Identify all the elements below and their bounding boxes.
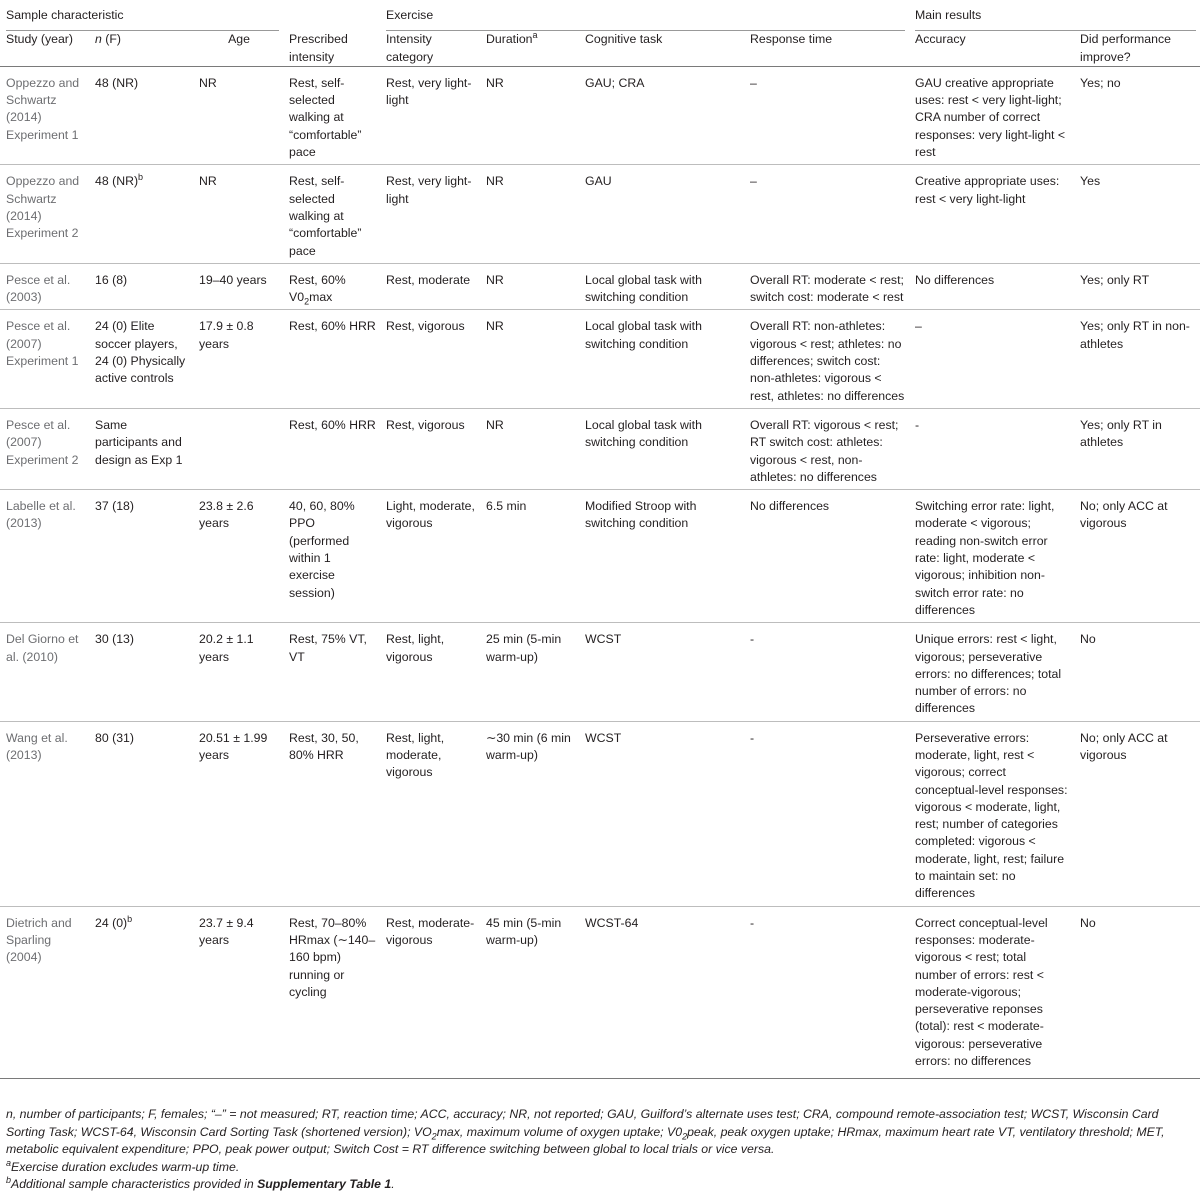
cell-improve: Yes; only RT in athletes: [1074, 408, 1200, 489]
cell-rt: No differences: [744, 490, 909, 623]
cell-acc: GAU creative appropriate uses: rest < very light-light; CRA number of correct responses: very light-light < rest: [915, 75, 1066, 160]
cell-task: Local global task with switching condition: [579, 310, 744, 408]
cell-age: 20.51 ± 1.99 years: [193, 721, 283, 906]
cell-category: Rest, very light-light: [380, 165, 480, 263]
cell-acc: Unique errors: rest < light, vigorous; perseverative errors: no differences; total number of errors: no differences: [909, 623, 1074, 721]
group-header-results: Main results: [909, 7, 1200, 31]
col-header-rt: Response time: [744, 31, 909, 66]
cell-task: GAU: [579, 165, 744, 263]
cell-intensity: Rest, 70–80% HRmax (∼140–160 bpm) running or cycling: [283, 906, 380, 1079]
cell-n: 48 (NR): [95, 75, 139, 90]
table-row: [0, 721, 1200, 906]
cell-improve: Yes: [1074, 165, 1200, 263]
col-header-acc: Accuracy: [909, 31, 1074, 66]
group-header-row: [0, 7, 1200, 31]
cell-duration: 45 min (5-min warm-up): [480, 906, 579, 1079]
supplementary-table-link[interactable]: Supplementary Table 1: [257, 1177, 392, 1192]
col-header-study: Study (year): [0, 31, 89, 66]
cell-rt: -: [744, 623, 909, 721]
table-row: [0, 263, 1200, 310]
cell-age: 20.2 ± 1.1 years: [193, 623, 283, 721]
cell-study: Del Giorno et al. (2010): [0, 623, 89, 721]
cell-study: Labelle et al. (2013): [0, 490, 89, 623]
col-header-age: Age: [193, 31, 283, 66]
cell-age: [193, 408, 283, 489]
cell-category: Rest, vigorous: [380, 408, 480, 489]
cell-age: 23.8 ± 2.6 years: [193, 490, 283, 623]
cell-acc: Creative appropriate uses: rest < very light-light: [909, 165, 1074, 263]
cell-category: Rest, very light-light: [386, 75, 472, 108]
cell-rt: Overall RT: vigorous < rest; RT switch cost: athletes: vigorous < rest, non-athletes: no differences: [744, 408, 909, 489]
cell-category: Rest, light, vigorous: [380, 623, 480, 721]
cell-duration: 6.5 min: [480, 490, 579, 623]
cell-rt: Overall RT: non-athletes: vigorous < rest; athletes: no differences; switch cost: non-athletes: vigorous < rest, athletes: no differences: [744, 310, 909, 408]
cell-n: 48 (NR)$^b$: [89, 165, 193, 263]
cell-n: 30 (13): [89, 623, 193, 721]
table-row: [0, 408, 1200, 489]
cell-duration: NR: [480, 408, 579, 489]
cell-duration: ∼30 min (6 min warm-up): [480, 721, 579, 906]
cell-age: NR: [199, 75, 217, 90]
cell-category: Rest, vigorous: [380, 310, 480, 408]
col-header-category: Intensity category: [380, 31, 480, 66]
cell-task: WCST: [579, 721, 744, 906]
col-header-improve: Did performance improve?: [1074, 31, 1200, 66]
cell-category: Rest, light, moderate, vigorous: [380, 721, 480, 906]
cell-duration: NR: [480, 263, 579, 310]
col-header-task: Cognitive task: [579, 31, 744, 66]
results-table: [0, 7, 1200, 1079]
cell-improve: No; only ACC at vigorous: [1074, 721, 1200, 906]
table-row: [0, 623, 1200, 721]
cell-study: Wang et al. (2013): [0, 721, 89, 906]
cell-study: Pesce et al. (2003): [0, 263, 89, 310]
cell-task: WCST: [579, 623, 744, 721]
cell-study: Oppezzo and Schwartz (2014) Experiment 2: [0, 165, 89, 263]
cell-rt: -: [744, 721, 909, 906]
group-header-sample: Sample characteristic: [0, 7, 283, 31]
cell-n: Same participants and design as Exp 1: [89, 408, 193, 489]
group-header-exercise: Exercise: [380, 7, 909, 31]
cell-acc: -: [909, 408, 1074, 489]
cell-age: 19–40 years: [193, 263, 283, 310]
cell-task: Modified Stroop with switching condition: [579, 490, 744, 623]
cell-age: 23.7 ± 9.4 years: [193, 906, 283, 1079]
col-header-n: n (F): [89, 31, 193, 66]
cell-task: WCST-64: [579, 906, 744, 1079]
cell-intensity: Rest, 60% $V0_2\max$: [283, 263, 380, 310]
cell-study: Dietrich and Sparling (2004): [0, 906, 89, 1079]
cell-improve: Yes; only RT: [1074, 263, 1200, 310]
table-row: [0, 66, 1200, 164]
col-header-intensity: Prescribed intensity: [283, 31, 380, 66]
cell-duration: NR: [486, 75, 504, 90]
cell-acc: –: [909, 310, 1074, 408]
cell-intensity: Rest, 30, 50, 80% HRR: [283, 721, 380, 906]
table-row: [0, 490, 1200, 623]
cell-n: 24 (0) Elite soccer players, 24 (0) Physically active controls: [89, 310, 193, 408]
cell-intensity: Rest, self-selected walking at “comfortable” pace: [283, 165, 380, 263]
cell-acc: Perseverative errors: moderate, light, rest < vigorous; correct conceptual-level responses: vigorous < moderate, light, rest; number of categories completed: vigorous < moderate, light, rest; failure to maintain set: no differences: [909, 721, 1074, 906]
cell-acc: Correct conceptual-level responses: moderate-vigorous < rest; total number of errors: rest < moderate-vigorous; perseverative reponses (total): rest < moderate-vigorous: perseverative errors: no differences: [909, 906, 1074, 1079]
cell-rt: –: [750, 75, 757, 90]
cell-n: 80 (31): [89, 721, 193, 906]
table-row: [0, 906, 1200, 1079]
cell-task: GAU; CRA: [585, 75, 645, 90]
cell-study: Pesce et al. (2007) Experiment 1: [0, 310, 89, 408]
cell-age: 17.9 ± 0.8 years: [193, 310, 283, 408]
cell-improve: Yes; no: [1080, 75, 1121, 90]
cell-improve: No; only ACC at vigorous: [1074, 490, 1200, 623]
footnote-b: $^b$Additional sample characteristics provided in Supplementary Table 1.: [6, 1175, 395, 1192]
cell-category: Light, moderate, vigorous: [380, 490, 480, 623]
cell-rt: –: [744, 165, 909, 263]
cell-n: 37 (18): [89, 490, 193, 623]
cell-intensity: Rest, self-selected walking at “comfortable” pace: [289, 75, 362, 160]
cell-task: Local global task with switching condition: [579, 408, 744, 489]
cell-acc: No differences: [909, 263, 1074, 310]
table-row: [0, 310, 1200, 408]
table-row: [0, 165, 1200, 263]
cell-duration: NR: [480, 165, 579, 263]
cell-acc: Switching error rate: light, moderate < vigorous; reading non-switch error rate: light, moderate < vigorous; inhibition non-switch error rate: no differences: [909, 490, 1074, 623]
cell-intensity: Rest, 60% HRR: [283, 310, 380, 408]
cell-improve: No: [1074, 906, 1200, 1079]
cell-study: Oppezzo and Schwartz (2014) Experiment 1: [6, 75, 80, 142]
cell-study: Pesce et al. (2007) Experiment 2: [0, 408, 89, 489]
cell-age: NR: [193, 165, 283, 263]
cell-duration: 25 min (5-min warm-up): [480, 623, 579, 721]
cell-intensity: 40, 60, 80% PPO (performed within 1 exercise session): [283, 490, 380, 623]
col-header-duration: Duration$^a$: [480, 31, 579, 66]
cell-improve: Yes; only RT in non-athletes: [1074, 310, 1200, 408]
cell-intensity: Rest, 75% VT, VT: [283, 623, 380, 721]
cell-n: 24 $(0)^b$: [89, 906, 193, 1079]
table-footnotes: [6, 1106, 1194, 1194]
footnote-a: $^a$Exercise duration excludes warm-up time.: [6, 1157, 240, 1174]
cell-intensity: Rest, 60% HRR: [283, 408, 380, 489]
cell-task: Local global task with switching condition: [579, 263, 744, 310]
cell-category: Rest, moderate: [380, 263, 480, 310]
cell-category: Rest, moderate-vigorous: [380, 906, 480, 1079]
cell-n: 16 (8): [89, 263, 193, 310]
cell-duration: NR: [480, 310, 579, 408]
cell-rt: Overall RT: moderate < rest; switch cost: moderate < rest: [744, 263, 909, 310]
abbreviations-note: n, number of participants; F, females; “–” = not measured; RT, reaction time; ACC, accuracy; NR, not reported; GAU, Guilford’s alternate uses test; CRA, compound remote-association test; WCST, Wisconsin Card Sorting Task; WCST-64, Wisconsin Card Sorting Task (shortened version); $VO_2\max$, maximum volume of oxygen uptake; $V0_2peak$, peak oxygen uptake; HRmax, maximum heart rate VT, ventilatory threshold; MET, metabolic equivalent expenditure; PPO, peak power output; Switch Cost = RT difference switching between global to local trials or vice versa.: [6, 1107, 1165, 1157]
cell-rt: -: [744, 906, 909, 1079]
column-header-row: [0, 31, 1200, 66]
cell-improve: No: [1074, 623, 1200, 721]
